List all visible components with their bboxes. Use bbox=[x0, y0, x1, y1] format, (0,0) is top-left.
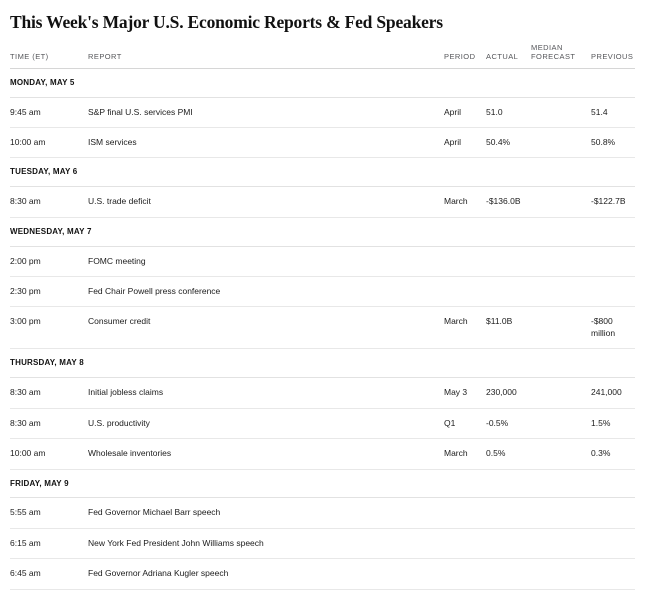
cell-median-forecast bbox=[531, 528, 591, 558]
cell-actual: 0.5% bbox=[486, 439, 531, 469]
cell-report: U.S. trade deficit bbox=[88, 187, 444, 217]
cell-median-forecast bbox=[531, 277, 591, 307]
cell-report: Fed Governor Michael Barr speech bbox=[88, 498, 444, 528]
day-label: WEDNESDAY, MAY 7 bbox=[10, 217, 635, 246]
cell-actual: 50.4% bbox=[486, 128, 531, 158]
cell-median-forecast bbox=[531, 246, 591, 276]
cell-median-forecast bbox=[531, 408, 591, 438]
table-row bbox=[10, 408, 635, 438]
cell-median-forecast bbox=[531, 97, 591, 127]
cell-previous-text: 50.8% bbox=[591, 137, 616, 148]
cell-report: S&P final U.S. services PMI bbox=[88, 97, 444, 127]
cell-actual bbox=[486, 528, 531, 558]
table-row bbox=[10, 528, 635, 558]
cell-period: March bbox=[444, 439, 486, 469]
cell-actual bbox=[486, 559, 531, 589]
table-body bbox=[10, 68, 635, 589]
column-header-actual: ACTUAL bbox=[486, 43, 531, 68]
day-header-row bbox=[10, 68, 635, 97]
cell-previous-text: -$800 million bbox=[591, 316, 616, 338]
cell-previous bbox=[591, 246, 635, 276]
cell-period: Q1 bbox=[444, 408, 486, 438]
cell-median-forecast bbox=[531, 439, 591, 469]
table-row bbox=[10, 559, 635, 589]
cell-time: 8:30 am bbox=[10, 378, 88, 408]
table-row bbox=[10, 128, 635, 158]
day-header-row bbox=[10, 158, 635, 187]
cell-previous bbox=[591, 439, 635, 469]
cell-previous bbox=[591, 307, 635, 349]
cell-time: 6:15 am bbox=[10, 528, 88, 558]
cell-report: Wholesale inventories bbox=[88, 439, 444, 469]
cell-previous bbox=[591, 187, 635, 217]
cell-report: ISM services bbox=[88, 128, 444, 158]
cell-period bbox=[444, 277, 486, 307]
day-label: MONDAY, MAY 5 bbox=[10, 68, 635, 97]
column-header-time: TIME (ET) bbox=[10, 43, 88, 68]
cell-previous bbox=[591, 128, 635, 158]
cell-time: 10:00 am bbox=[10, 439, 88, 469]
cell-median-forecast bbox=[531, 307, 591, 349]
cell-period: March bbox=[444, 187, 486, 217]
cell-period: March bbox=[444, 307, 486, 349]
table-row bbox=[10, 187, 635, 217]
table-row bbox=[10, 498, 635, 528]
table-header bbox=[10, 43, 635, 68]
cell-period: April bbox=[444, 128, 486, 158]
cell-report: U.S. productivity bbox=[88, 408, 444, 438]
cell-time: 8:30 am bbox=[10, 408, 88, 438]
cell-actual: 230,000 bbox=[486, 378, 531, 408]
cell-previous bbox=[591, 498, 635, 528]
table-row bbox=[10, 439, 635, 469]
cell-actual: -0.5% bbox=[486, 408, 531, 438]
table-row bbox=[10, 307, 635, 349]
cell-report: Consumer credit bbox=[88, 307, 444, 349]
cell-actual bbox=[486, 277, 531, 307]
cell-median-forecast bbox=[531, 498, 591, 528]
cell-actual: $11.0B bbox=[486, 307, 531, 349]
day-header-row bbox=[10, 349, 635, 378]
column-header-median-line1: MEDIAN bbox=[531, 43, 563, 52]
cell-previous-text: 51.4 bbox=[591, 106, 608, 117]
table-row bbox=[10, 97, 635, 127]
table-row bbox=[10, 246, 635, 276]
cell-previous-text: 241,000 bbox=[591, 387, 622, 398]
day-header-row bbox=[10, 217, 635, 246]
cell-report: FOMC meeting bbox=[88, 246, 444, 276]
column-header-median-line2: FORECAST bbox=[531, 52, 576, 62]
cell-period: May 3 bbox=[444, 378, 486, 408]
cell-time: 10:00 am bbox=[10, 128, 88, 158]
cell-median-forecast bbox=[531, 128, 591, 158]
cell-time: 6:45 am bbox=[10, 559, 88, 589]
cell-time: 5:55 am bbox=[10, 498, 88, 528]
cell-median-forecast bbox=[531, 378, 591, 408]
cell-time: 3:00 pm bbox=[10, 307, 88, 349]
table-header-row bbox=[10, 43, 635, 68]
column-header-previous: PREVIOUS bbox=[591, 43, 635, 68]
cell-period: April bbox=[444, 97, 486, 127]
column-header-report: REPORT bbox=[88, 43, 444, 68]
day-label: THURSDAY, MAY 8 bbox=[10, 349, 635, 378]
table-row bbox=[10, 378, 635, 408]
cell-actual: -$136.0B bbox=[486, 187, 531, 217]
cell-time: 2:30 pm bbox=[10, 277, 88, 307]
cell-previous bbox=[591, 559, 635, 589]
day-header-row bbox=[10, 469, 635, 498]
cell-median-forecast bbox=[531, 559, 591, 589]
cell-report: Initial jobless claims bbox=[88, 378, 444, 408]
cell-actual bbox=[486, 246, 531, 276]
cell-previous bbox=[591, 378, 635, 408]
day-label: FRIDAY, MAY 9 bbox=[10, 469, 635, 498]
cell-period bbox=[444, 528, 486, 558]
cell-previous bbox=[591, 408, 635, 438]
cell-report: Fed Governor Adriana Kugler speech bbox=[88, 559, 444, 589]
cell-time: 9:45 am bbox=[10, 97, 88, 127]
cell-period bbox=[444, 559, 486, 589]
economic-calendar-table bbox=[10, 43, 635, 590]
table-row bbox=[10, 277, 635, 307]
cell-time: 2:00 pm bbox=[10, 246, 88, 276]
cell-median-forecast bbox=[531, 187, 591, 217]
cell-period bbox=[444, 498, 486, 528]
day-label: TUESDAY, MAY 6 bbox=[10, 158, 635, 187]
cell-time: 8:30 am bbox=[10, 187, 88, 217]
column-header-period: PERIOD bbox=[444, 43, 486, 68]
cell-previous bbox=[591, 277, 635, 307]
cell-actual: 51.0 bbox=[486, 97, 531, 127]
cell-previous-text: 1.5% bbox=[591, 417, 611, 428]
cell-previous-text: -$122.7B bbox=[591, 196, 626, 207]
cell-report: Fed Chair Powell press conference bbox=[88, 277, 444, 307]
cell-period bbox=[444, 246, 486, 276]
cell-previous bbox=[591, 97, 635, 127]
cell-actual bbox=[486, 498, 531, 528]
cell-previous bbox=[591, 528, 635, 558]
page-title: This Week's Major U.S. Economic Reports & Fed Speakers bbox=[10, 12, 443, 32]
cell-report: New York Fed President John Williams speech bbox=[88, 528, 444, 558]
cell-previous-text: 0.3% bbox=[591, 448, 611, 459]
column-header-median-forecast bbox=[531, 43, 591, 68]
